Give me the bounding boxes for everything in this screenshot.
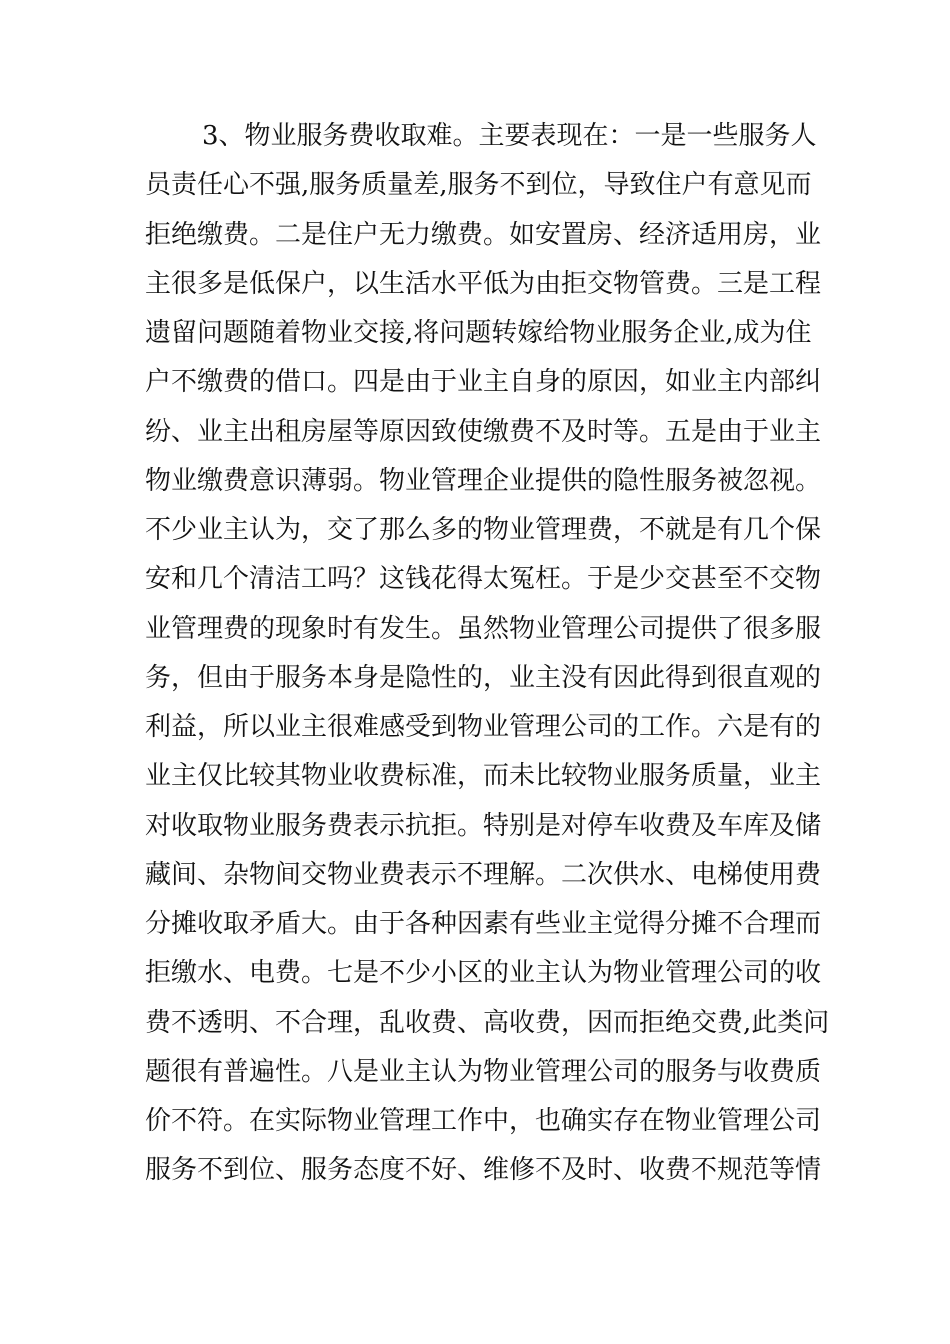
- text-line: 题很有普遍性。八是业主认为物业管理公司的服务与收费质: [145, 1056, 822, 1087]
- text-line: 业管理费的现象时有发生。虽然物业管理公司提供了很多服: [145, 613, 822, 644]
- text-line: 纷、业主出租房屋等原因致使缴费不及时等。五是由于业主: [145, 416, 822, 447]
- text-line: 拒缴水、电费。七是不少小区的业主认为物业管理公司的收: [145, 958, 822, 989]
- text-line: 价不符。在实际物业管理工作中，也确实存在物业管理公司: [145, 1106, 822, 1136]
- text-line: 遗留问题随着物业交接,将问题转嫁给物业服务企业,成为住: [145, 318, 812, 348]
- text-line: 利益，所以业主很难感受到物业管理公司的工作。六是有的: [145, 712, 822, 742]
- text-line: 对收取物业服务费表示抗拒。特别是对停车收费及车库及储: [145, 810, 822, 841]
- text-line: 不少业主认为，交了那么多的物业管理费，不就是有几个保: [145, 515, 822, 545]
- text-line: 分摊收取矛盾大。由于各种因素有些业主觉得分摊不合理而: [145, 909, 822, 939]
- text-line: 费不透明、不合理，乱收费、高收费，因而拒绝交费,此类问: [145, 1007, 830, 1038]
- text-line: 务，但由于服务本身是隐性的，业主没有因此得到很直观的: [145, 662, 822, 693]
- text-line: 藏间、杂物间交物业费表示不理解。二次供水、电梯使用费: [145, 859, 822, 890]
- text-line: 物业缴费意识薄弱。物业管理企业提供的隐性服务被忽视。: [145, 465, 822, 496]
- text-line: 员责任心不强,服务质量差,服务不到位，导致住户有意见而: [145, 170, 812, 201]
- text-line: 户不缴费的借口。四是由于业主自身的原因，如业主内部纠: [145, 367, 822, 398]
- text-line: 安和几个清洁工吗？这钱花得太冤枉。于是少交甚至不交物: [145, 564, 822, 595]
- text-line: 拒绝缴费。二是住户无力缴费。如安置房、经济适用房，业: [145, 219, 822, 250]
- text-line: 业主仅比较其物业收费标准，而未比较物业服务质量，业主: [145, 761, 822, 792]
- text-line: 3、物业服务费收取难。主要表现在：一是一些服务人: [202, 121, 817, 151]
- body-paragraph: [145, 112, 830, 1196]
- text-line: 服务不到位、服务态度不好、维修不及时、收费不规范等情: [145, 1155, 822, 1186]
- text-line: 主很多是低保户，以生活水平低为由拒交物管费。三是工程: [145, 268, 822, 299]
